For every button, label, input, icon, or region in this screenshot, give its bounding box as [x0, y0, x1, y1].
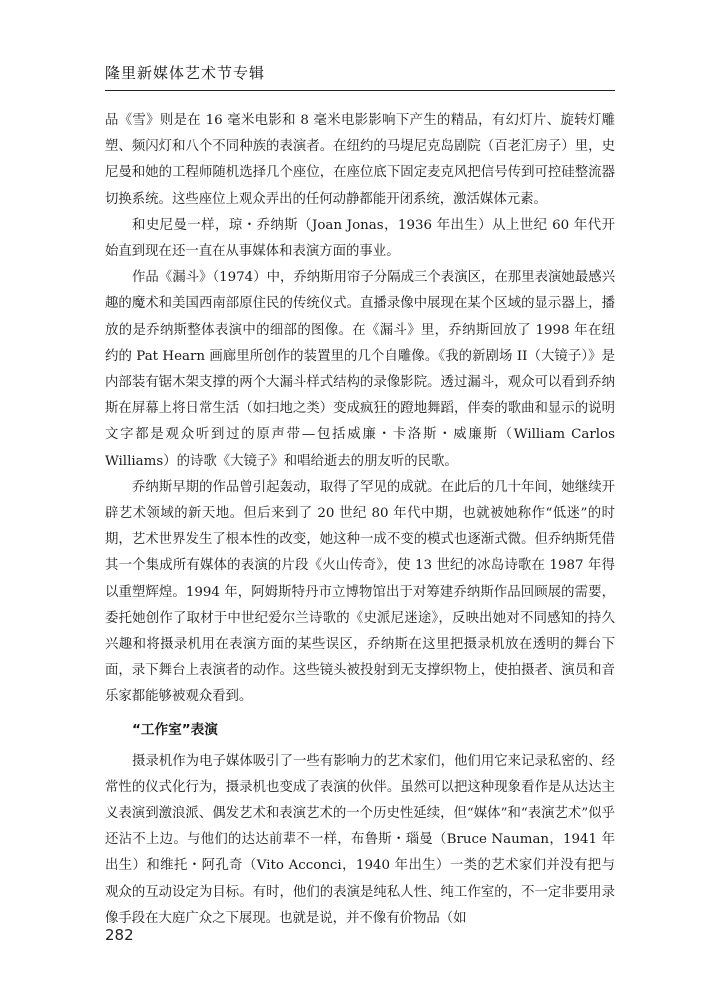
paragraph: 摄录机作为电子媒体吸引了一些有影响力的艺术家们，他们用它来记录私密的、经常性的仪式化行为，摄录机也变成了表演的伙伴。虽然可以把这种现象看作是从达达主义表演到激浪派、偶发艺术和表演艺术的一个历史性延续，但“媒体”和“表演艺术”似乎还沾不上边。与他们的达达前辈不一样，布鲁斯・瑙曼（Bruce Nauman，1941 年出生）和维托・阿孔奇（Vito Acconci，1940 年出生）一类的艺术家们并没有把与观众的互动设定为目标。有时，他们的表演是纯私人性、纯工作室的，不一定非要用录像手段在大庭广众之下展现。也就是说，并不像有价物品（如	[105, 753, 615, 926]
paragraph: 作品《漏斗》（1974）中，乔纳斯用帘子分隔成三个表演区，在那里表演她最感兴趣的魔术和美国西南部原住民的传统仪式。直播录像中展现在某个区域的显示器上，播放的是乔纳斯整体表演中的细部的图像。在《漏斗》里，乔纳斯回放了 1998 年在纽约的 Pat Hearn 画廊里所创作的装置里的几个自雕像。《我的新剧场 II（大镜子）》是内部装有锯木架支撑的两个大漏斗样式结构的录像影院。透过漏斗，观众可以看到乔纳斯在屏幕上将日常生活（如扫地之类）变成疯狂的蹬地舞蹈，伴奏的歌曲和显示的说明文字都是观众听到过的原声带—包括威廉・卡洛斯・威廉斯（William Carlos Williams）的诗歌《大镜子》和唱给逝去的朋友听的民歌。	[105, 270, 615, 469]
page-body	[105, 108, 615, 932]
paragraph-continued: 品《雪》则是在 16 毫米电影和 8 毫米电影影响下产生的精品，有幻灯片、旋转灯雕塑、频闪灯和八个不同种族的表演者。在纽约的马堤尼克岛剧院（百老汇房子）里，史尼曼和她的工程师随机选择几个座位，在座位底下固定麦克风把信号传到可控硅整流器切换系统。这些座位上观众弄出的任何动静都能开闭系统，激活媒体元素。	[105, 113, 615, 207]
paragraph: 和史尼曼一样，琼・乔纳斯（Joan Jonas，1936 年出生）从上世纪 60 年代开始直到现在还一直在从事媒体和表演方面的事业。	[105, 217, 615, 260]
paragraph: 乔纳斯早期的作品曾引起轰动，取得了罕见的成就。在此后的几十年间，她继续开辟艺术领域的新天地。但后来到了 20 世纪 80 年代中期，也就被她称作“低迷”的时期，艺术世界发生了根本性的改变，她这种一成不变的模式也逐渐式微。但乔纳斯凭借其一个集成所有媒体的表演的片段《火山传奇》，使 13 世纪的冰岛诗歌在 1987 年得以重塑辉煌。1994 年，阿姆斯特丹市立博物馆出于对筹建乔纳斯作品回顾展的需要，委托她创作了取材于中世纪爱尔兰诗歌的《史派尼迷途》，反映出她对不同感知的持久兴趣和将摄录机用在表演方面的某些误区，乔纳斯在这里把摄录机放在透明的舞台下面，录下舞台上表演者的动作。这些镜头被投射到无支撑织物上，使拍摄者、演员和音乐家都能够被观众看到。	[105, 479, 615, 705]
section-heading: “工作室”表演	[132, 721, 218, 738]
page-number: 282	[105, 926, 134, 944]
running-header: 隆里新媒体艺术节专辑	[105, 64, 266, 82]
header-divider	[105, 90, 615, 91]
